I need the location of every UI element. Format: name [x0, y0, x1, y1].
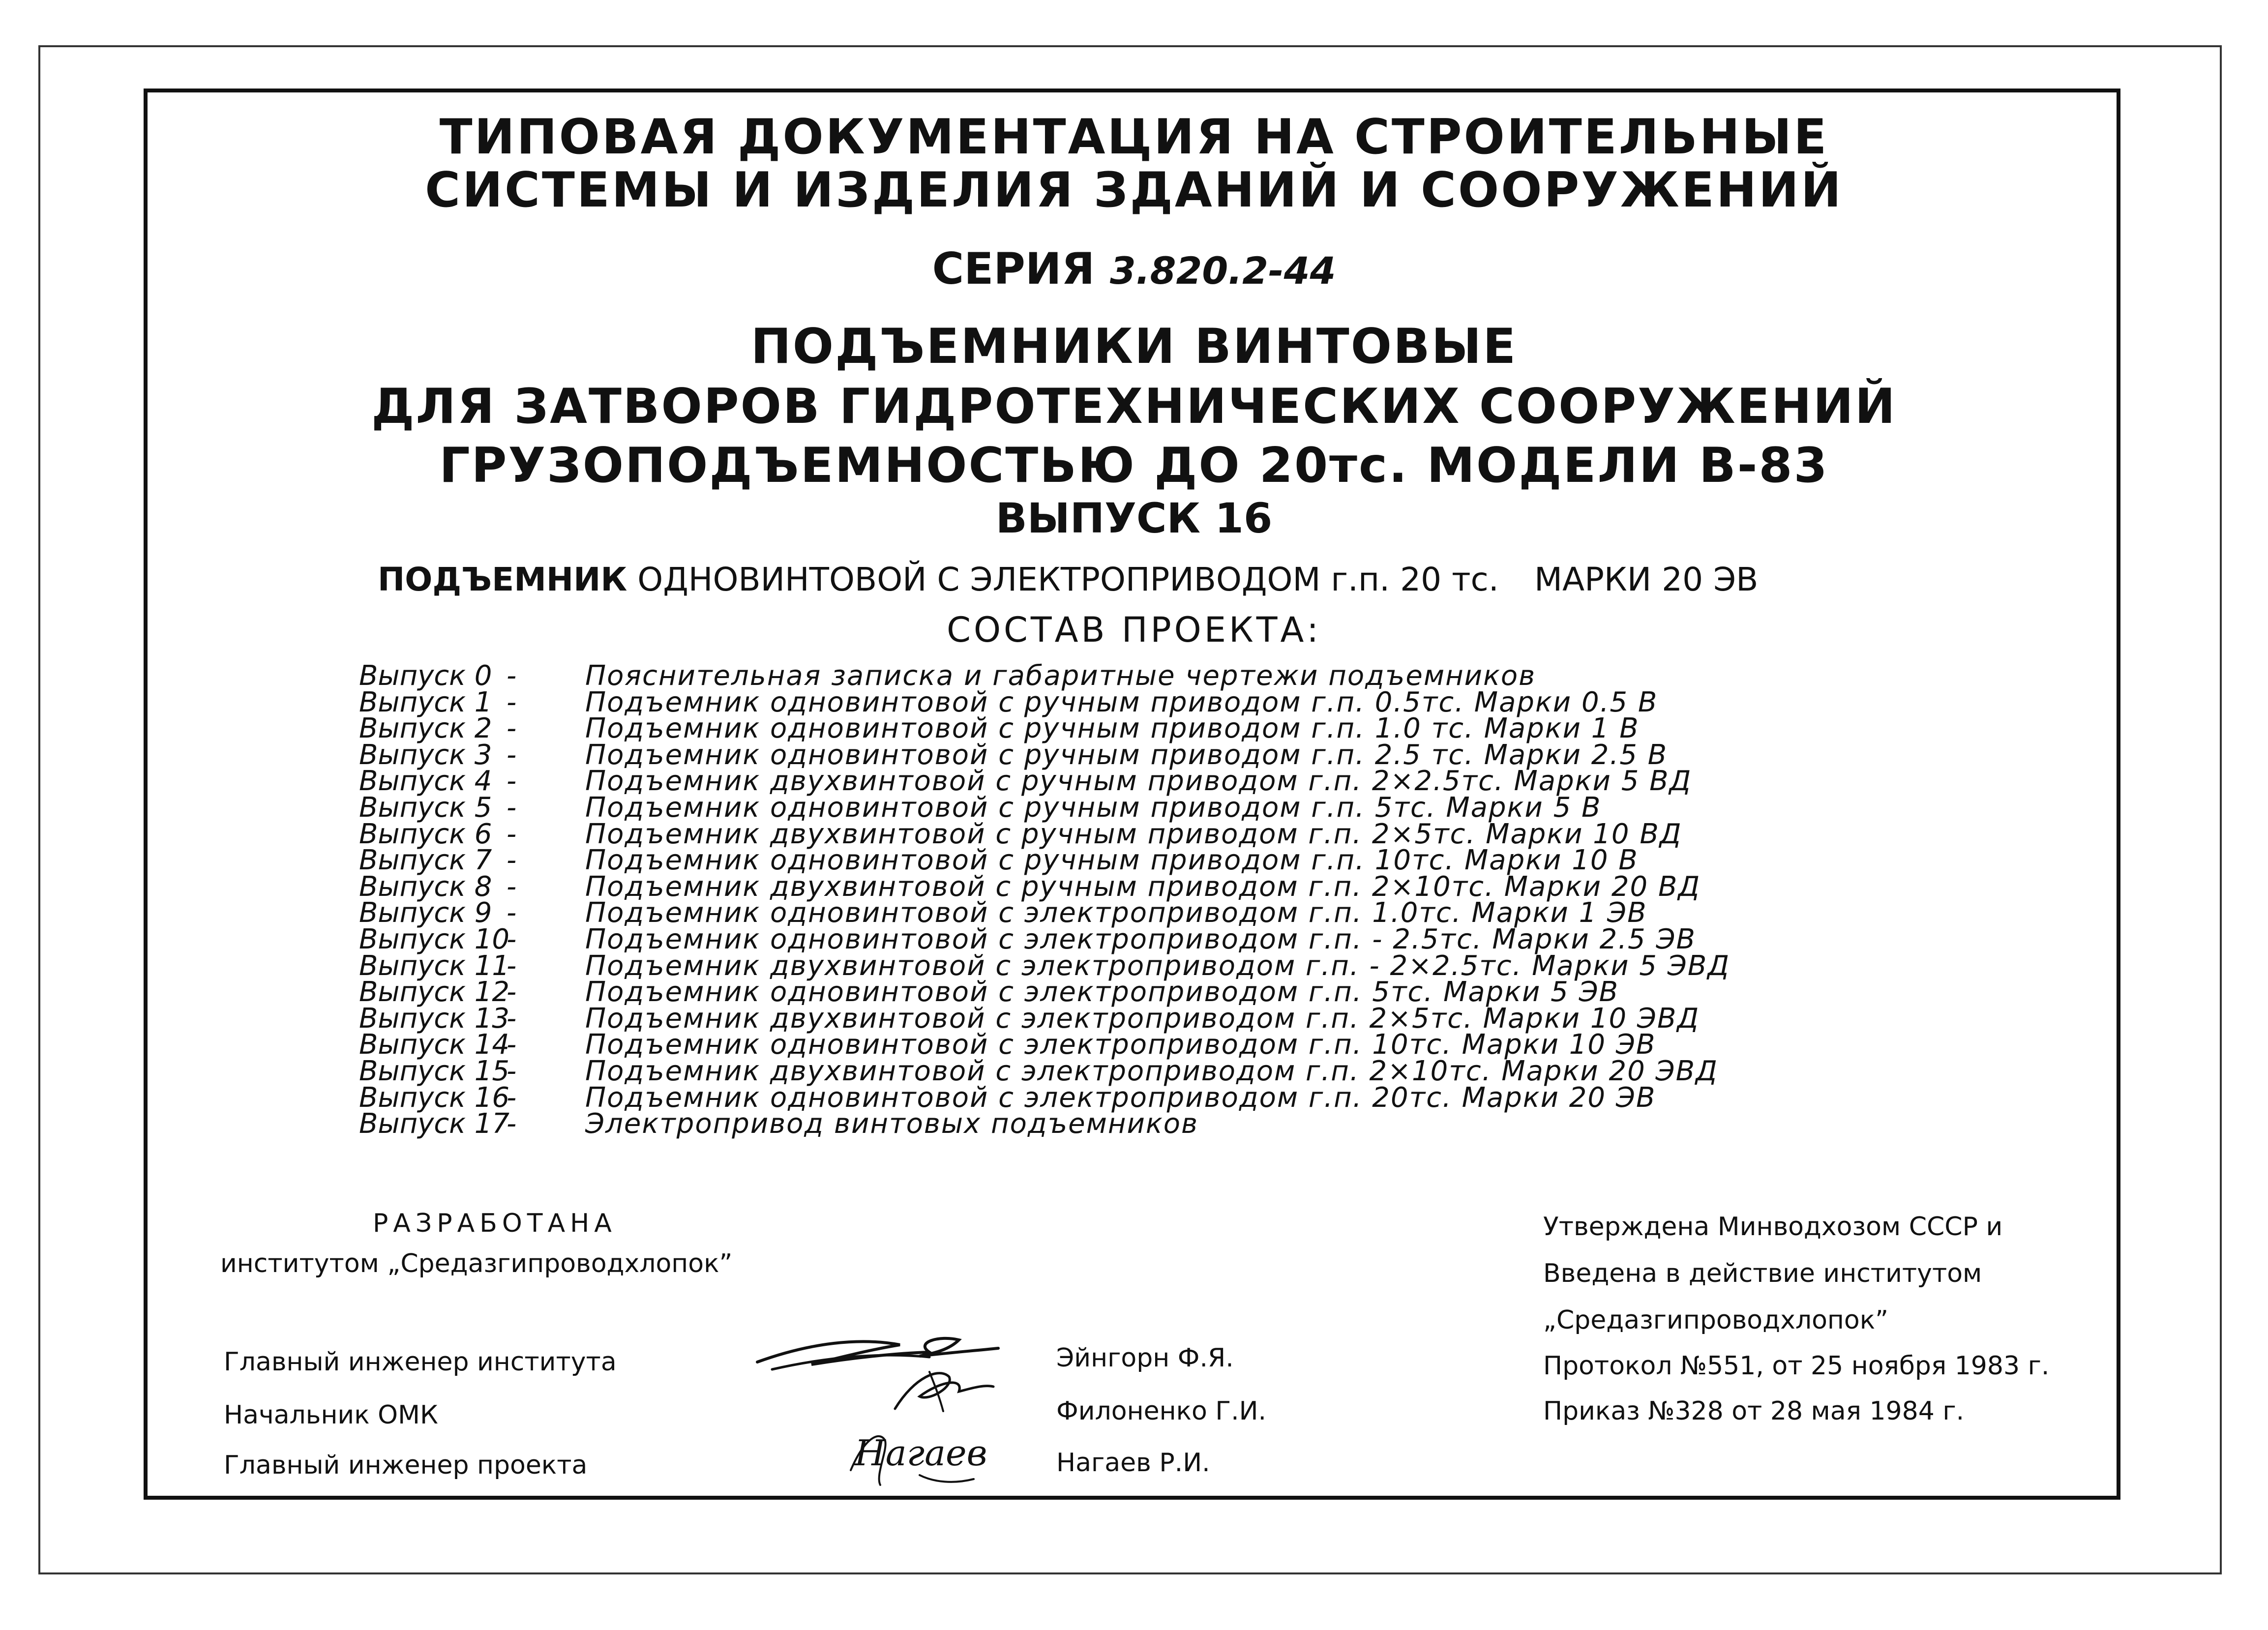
- lifter-description: [378, 561, 1499, 598]
- subject-line1: ПОДЪЕМНИКИ ВИНТОВЫЕ: [750, 319, 1518, 375]
- issue-label: Выпуск 16: [359, 1081, 510, 1114]
- issue-label: Выпуск 12: [359, 976, 510, 1008]
- approved-line3: „Средазгипроводхлопок”: [1543, 1305, 1889, 1335]
- lifter-bold: ПОДЪЕМНИК: [378, 561, 627, 598]
- issue-label: Выпуск 13: [359, 1002, 510, 1035]
- list-item: [359, 1055, 1982, 1087]
- approved-order: Приказ №328 от 28 мая 1984 г.: [1543, 1396, 1965, 1426]
- issue-desc: Подъемник двухвинтовой с электроприводом г.п. 2×10тс. Марки 20 ЭВД: [585, 1055, 1718, 1087]
- issue-label: Выпуск 5: [359, 791, 492, 824]
- list-item: [359, 949, 1982, 982]
- issue-dash: -: [507, 844, 517, 877]
- subject-line2: ДЛЯ ЗАТВОРОВ ГИДРОТЕХНИЧЕСКИХ СООРУЖЕНИЙ: [371, 379, 1897, 435]
- issue-dash: -: [507, 1002, 517, 1035]
- issues-list: [359, 660, 1982, 1140]
- issue-desc: Подъемник одновинтовой с электроприводом г.п. 20тс. Марки 20 ЭВ: [585, 1081, 1656, 1114]
- list-item: [359, 791, 1982, 824]
- list-item: [359, 686, 1982, 718]
- issue-desc: Подъемник одновинтовой с ручным приводом г.п. 1.0 тс. Марки 1 В: [585, 712, 1640, 745]
- issue-number: ВЫПУСК 16: [995, 494, 1273, 542]
- list-item: [359, 976, 1982, 1008]
- developed-institute: институтом „Средазгипроводхлопок”: [220, 1249, 733, 1278]
- issue-label: Выпуск 4: [359, 765, 492, 798]
- issue-desc: Подъемник двухвинтовой с ручным приводом г.п. 2×2.5тс. Марки 5 ВД: [585, 765, 1692, 798]
- issue-dash: -: [507, 660, 517, 692]
- issue-desc: Подъемник двухвинтовой с электроприводом г.п. 2×5тс. Марки 10 ЭВД: [585, 1002, 1700, 1035]
- issue-label: Выпуск 7: [359, 844, 492, 877]
- issue-label: Выпуск 3: [359, 739, 492, 771]
- issue-desc: Подъемник одновинтовой с электроприводом г.п. 10тс. Марки 10 ЭВ: [585, 1029, 1656, 1061]
- list-item: [359, 1108, 1982, 1140]
- issue-dash: -: [507, 818, 517, 850]
- list-item: [359, 765, 1982, 798]
- issue-desc: Подъемник одновинтовой с ручным приводом г.п. 5тс. Марки 5 В: [585, 791, 1602, 824]
- issue-label: Выпуск 6: [359, 818, 492, 850]
- signature-role-chief-engineer-institute: Главный инженер института: [224, 1347, 617, 1377]
- series-label: СЕРИЯ: [932, 243, 1095, 294]
- signature-name-eyngorn: Эйнгорн Ф.Я.: [1056, 1343, 1234, 1373]
- issue-label: Выпуск 14: [359, 1029, 510, 1061]
- issue-desc: Подъемник одновинтовой с электроприводом г.п. 5тс. Марки 5 ЭВ: [585, 976, 1619, 1008]
- issue-dash: -: [507, 1055, 517, 1087]
- issue-dash: -: [507, 1081, 517, 1114]
- issue-dash: -: [507, 1108, 517, 1140]
- issue-label: Выпуск 2: [359, 712, 492, 745]
- signature-role-head-omk: Начальник ОМК: [224, 1400, 438, 1430]
- issue-desc: Подъемник двухвинтовой с ручным приводом г.п. 2×5тс. Марки 10 ВД: [585, 818, 1682, 850]
- approved-line1: Утверждена Минводхозом СССР и: [1543, 1212, 2003, 1242]
- issue-label: Выпуск 0: [359, 660, 492, 692]
- signature-name-filonenko: Филоненко Г.И.: [1056, 1396, 1267, 1426]
- issue-dash: -: [507, 739, 517, 771]
- issue-desc: Подъемник одновинтовой с ручным приводом г.п. 0.5тс. Марки 0.5 В: [585, 686, 1658, 718]
- list-item: [359, 923, 1982, 955]
- issue-label: Выпуск 10: [359, 923, 510, 955]
- issue-desc: Подъемник одновинтовой с электроприводом г.п. 1.0тс. Марки 1 ЭВ: [585, 897, 1647, 929]
- issue-dash: -: [507, 712, 517, 745]
- list-item: [359, 1002, 1982, 1035]
- list-item: [359, 844, 1982, 877]
- issue-desc: Подъемник одновинтовой с ручным приводом г.п. 2.5 тс. Марки 2.5 В: [585, 739, 1668, 771]
- issue-desc: Пояснительная записка и габаритные чертежи подъемников: [585, 660, 1536, 692]
- issue-label: Выпуск 8: [359, 870, 492, 903]
- issue-dash: -: [507, 949, 517, 982]
- issue-dash: -: [507, 897, 517, 929]
- subject-line3: ГРУЗОПОДЪЕМНОСТЬЮ ДО 20тс. МОДЕЛИ В-83: [439, 438, 1829, 494]
- handwritten-signature-2: [885, 1362, 1003, 1416]
- lifter-mark: МАРКИ 20 ЭВ: [1534, 561, 1759, 598]
- list-item: [359, 870, 1982, 903]
- issue-dash: -: [507, 686, 517, 718]
- issue-dash: -: [507, 923, 517, 955]
- approved-line2: Введена в действие институтом: [1543, 1259, 1982, 1288]
- list-item: [359, 897, 1982, 929]
- issue-dash: -: [507, 1029, 517, 1061]
- signature-role-chief-engineer-project: Главный инженер проекта: [224, 1451, 588, 1480]
- approved-protocol: Протокол №551, от 25 ноября 1983 г.: [1543, 1351, 2050, 1381]
- handwritten-signature-3: [846, 1421, 993, 1490]
- issue-label: Выпуск 15: [359, 1055, 510, 1087]
- signature-name-nagaev: Нагаев Р.И.: [1056, 1448, 1210, 1478]
- issue-dash: -: [507, 870, 517, 903]
- list-item: [359, 1081, 1982, 1114]
- composition-heading: СОСТАВ ПРОЕКТА:: [947, 610, 1321, 650]
- issue-desc: Подъемник одновинтовой с ручным приводом г.п. 10тс. Марки 10 В: [585, 844, 1639, 877]
- issue-dash: -: [507, 976, 517, 1008]
- developed-label: РАЗРАБОТАНА: [373, 1209, 617, 1238]
- list-item: [359, 660, 1982, 692]
- lifter-rest: ОДНОВИНТОВОЙ С ЭЛЕКТРОПРИВОДОМ г.п. 20 тс.: [637, 561, 1499, 598]
- issue-label: Выпуск 1: [359, 686, 492, 718]
- list-item: [359, 739, 1982, 771]
- issue-label: Выпуск 9: [359, 897, 492, 929]
- series-line: [0, 243, 2268, 294]
- issue-desc: Подъемник двухвинтовой с электроприводом г.п. - 2×2.5тс. Марки 5 ЭВД: [585, 949, 1730, 982]
- list-item: [359, 818, 1982, 850]
- issue-dash: -: [507, 765, 517, 798]
- issue-label: Выпуск 11: [359, 949, 510, 982]
- series-number: 3.820.2-44: [1109, 249, 1336, 293]
- issue-desc: Подъемник двухвинтовой с ручным приводом г.п. 2×10тс. Марки 20 ВД: [585, 870, 1701, 903]
- list-item: [359, 712, 1982, 745]
- doc-title-line1: ТИПОВАЯ ДОКУМЕНТАЦИЯ НА СТРОИТЕЛЬНЫЕ: [439, 109, 1829, 165]
- issue-desc: Электропривод винтовых подъемников: [585, 1108, 1198, 1140]
- issue-desc: Подъемник одновинтовой с электроприводом г.п. - 2.5тс. Марки 2.5 ЭВ: [585, 923, 1696, 955]
- signature-text: Нагаев: [855, 1432, 987, 1474]
- doc-title-line2: СИСТЕМЫ И ИЗДЕЛИЯ ЗДАНИЙ И СООРУЖЕНИЙ: [425, 162, 1843, 218]
- issue-dash: -: [507, 791, 517, 824]
- list-item: [359, 1029, 1982, 1061]
- issue-label: Выпуск 17: [359, 1108, 510, 1140]
